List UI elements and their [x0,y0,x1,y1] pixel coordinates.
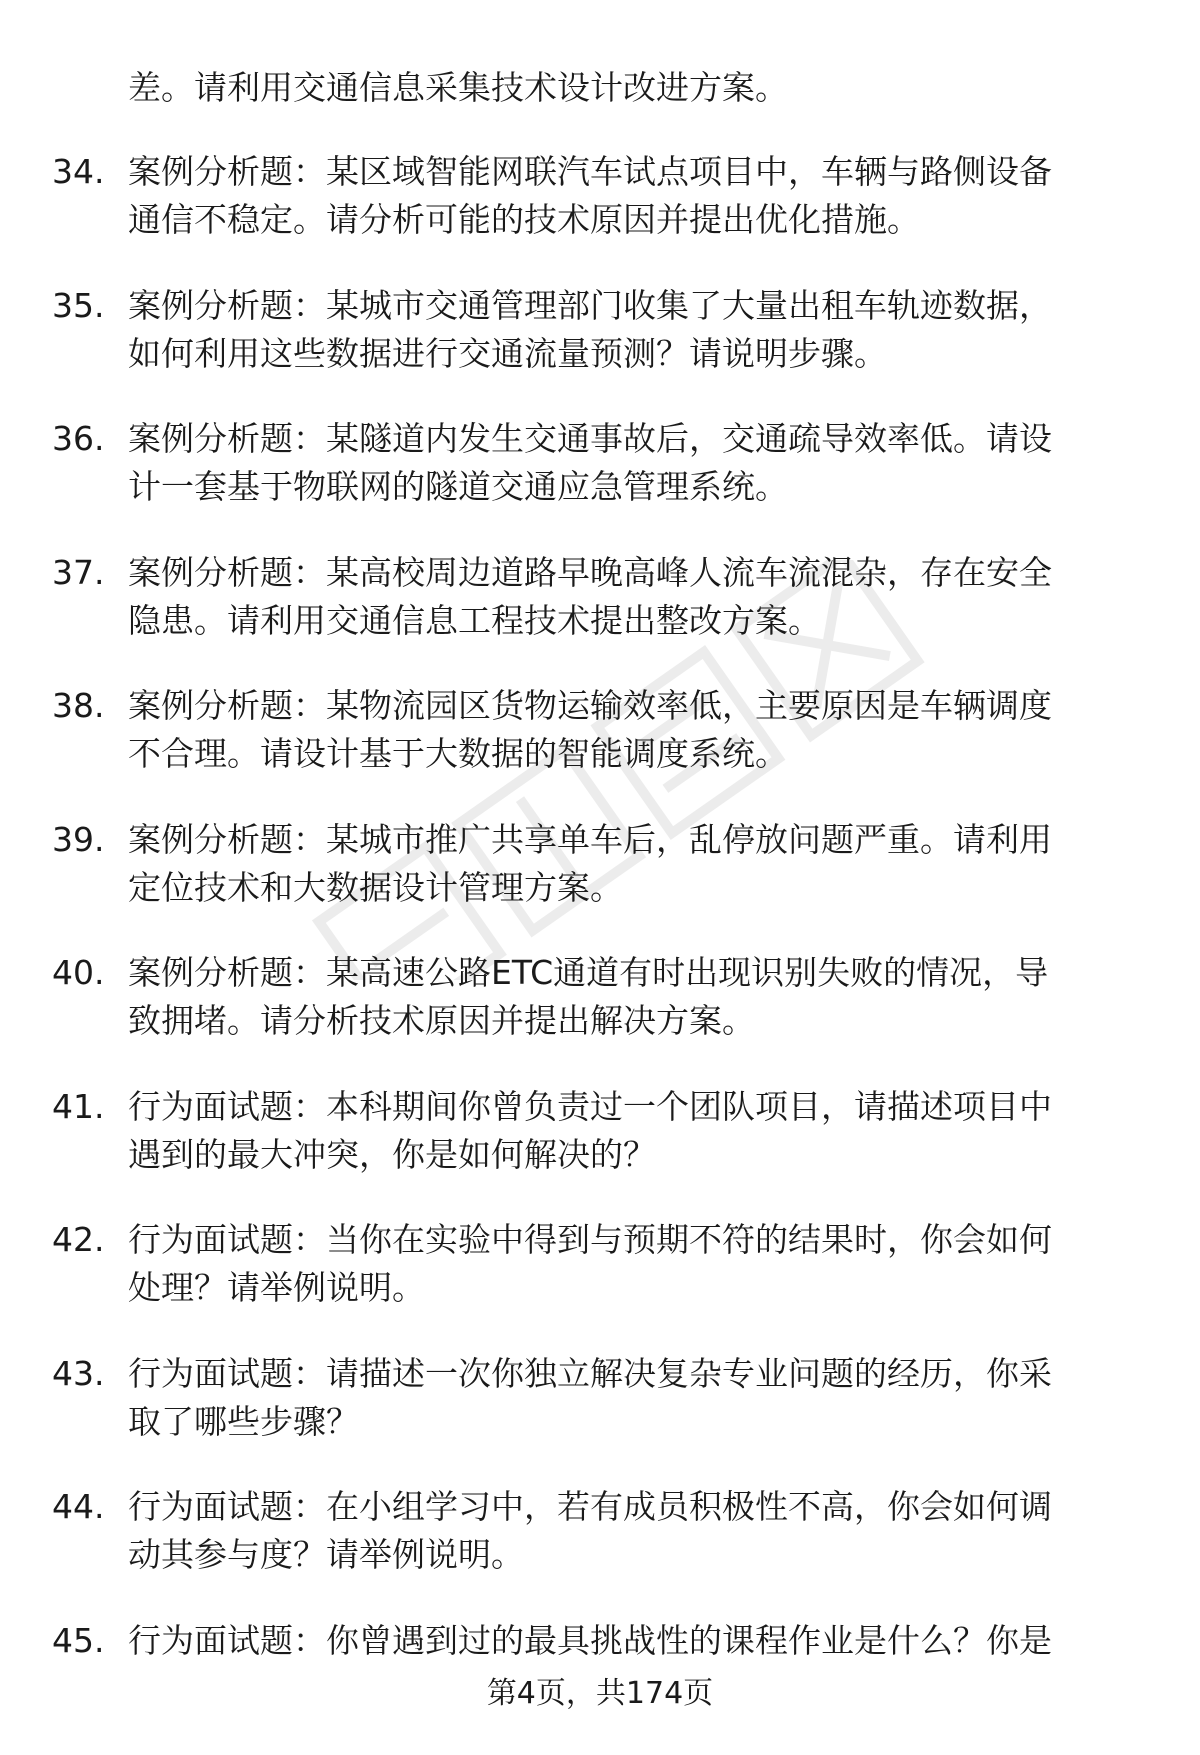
question-line: 致拥堵。请分析技术原因并提出解决方案。 [128,1001,755,1040]
question-number: 44. [52,1487,105,1526]
question-line: 案例分析题：某高校周边道路早晚高峰人流车流混杂，存在安全 [128,552,1052,592]
question-item [0,682,1200,816]
question-line: 行为面试题：本科期间你曾负责过一个团队项目，请描述项目中 [128,1086,1052,1126]
question-line: 行为面试题：请描述一次你独立解决复杂专业问题的经历，你采 [128,1353,1052,1393]
question-number: 41. [52,1086,105,1126]
question-line: 案例分析题：某城市交通管理部门收集了大量出租车轨迹数据， [128,285,1052,325]
question-text [128,682,1148,778]
question-line: 处理？请举例说明。 [128,1268,425,1307]
question-text [128,549,1148,645]
question-item [0,415,1200,549]
question-number: 45. [52,1620,105,1660]
page-footer: 第4页，共174页 [486,1676,714,1711]
question-line: 行为面试题：在小组学习中，若有成员积极性不高，你会如何调 [128,1487,1052,1526]
continuation-line: 差。请利用交通信息采集技术设计改进方案。 [128,68,788,107]
question-line: 案例分析题：某城市推广共享单车后，乱停放问题严重。请利用 [128,819,1052,859]
question-item [0,1216,1200,1350]
question-line: 隐患。请利用交通信息工程技术提出整改方案。 [128,600,821,640]
question-item [0,1350,1200,1484]
question-line: 案例分析题：某区域智能网联汽车试点项目中，车辆与路侧设备 [128,152,1052,191]
question-number: 42. [52,1220,105,1259]
question-text [128,1216,1148,1312]
question-item [0,949,1200,1083]
question-line: 计一套基于物联网的隧道交通应急管理系统。 [128,467,788,506]
question-text [128,282,1148,378]
question-line: 通信不稳定。请分析可能的技术原因并提出优化措施。 [128,200,920,239]
question-line: 行为面试题：当你在实验中得到与预期不符的结果时，你会如何 [128,1220,1052,1259]
question-number: 39. [52,819,105,859]
question-text [128,1617,1148,1665]
question-text [128,415,1148,511]
question-line: 案例分析题：某高速公路ETC通道有时出现识别失败的情况，导 [128,953,1049,992]
question-line: 案例分析题：某隧道内发生交通事故后，交通疏导效率低。请设 [128,419,1052,458]
question-item [0,1083,1200,1217]
question-number: 34. [52,152,105,191]
question-line: 不合理。请设计基于大数据的智能调度系统。 [128,734,788,773]
question-number: 43. [52,1353,105,1393]
question-line: 案例分析题：某物流园区货物运输效率低，主要原因是车辆调度 [128,686,1052,725]
question-number: 35. [52,285,105,325]
question-text [128,949,1148,1045]
question-text [128,1350,1148,1446]
question-text [128,1083,1148,1179]
question-list [0,148,1200,1750]
question-item [0,1483,1200,1617]
question-text [128,1483,1148,1579]
question-number: 38. [52,686,105,725]
question-item [0,549,1200,683]
question-number: 40. [52,953,105,992]
question-line: 动其参与度？请举例说明。 [128,1535,524,1574]
question-line: 如何利用这些数据进行交通流量预测？请说明步骤。 [128,333,887,373]
question-line: 遇到的最大冲突，你是如何解决的？ [128,1134,656,1174]
question-line: 取了哪些步骤？ [128,1401,359,1441]
question-item [0,148,1200,282]
question-number: 36. [52,419,105,458]
question-line: 行为面试题：你曾遇到过的最具挑战性的课程作业是什么？你是 [128,1620,1052,1660]
question-item [0,816,1200,950]
question-number: 37. [52,552,105,592]
question-text [128,816,1148,912]
question-text [128,148,1148,244]
question-item [0,282,1200,416]
question-line: 定位技术和大数据设计管理方案。 [128,867,623,907]
